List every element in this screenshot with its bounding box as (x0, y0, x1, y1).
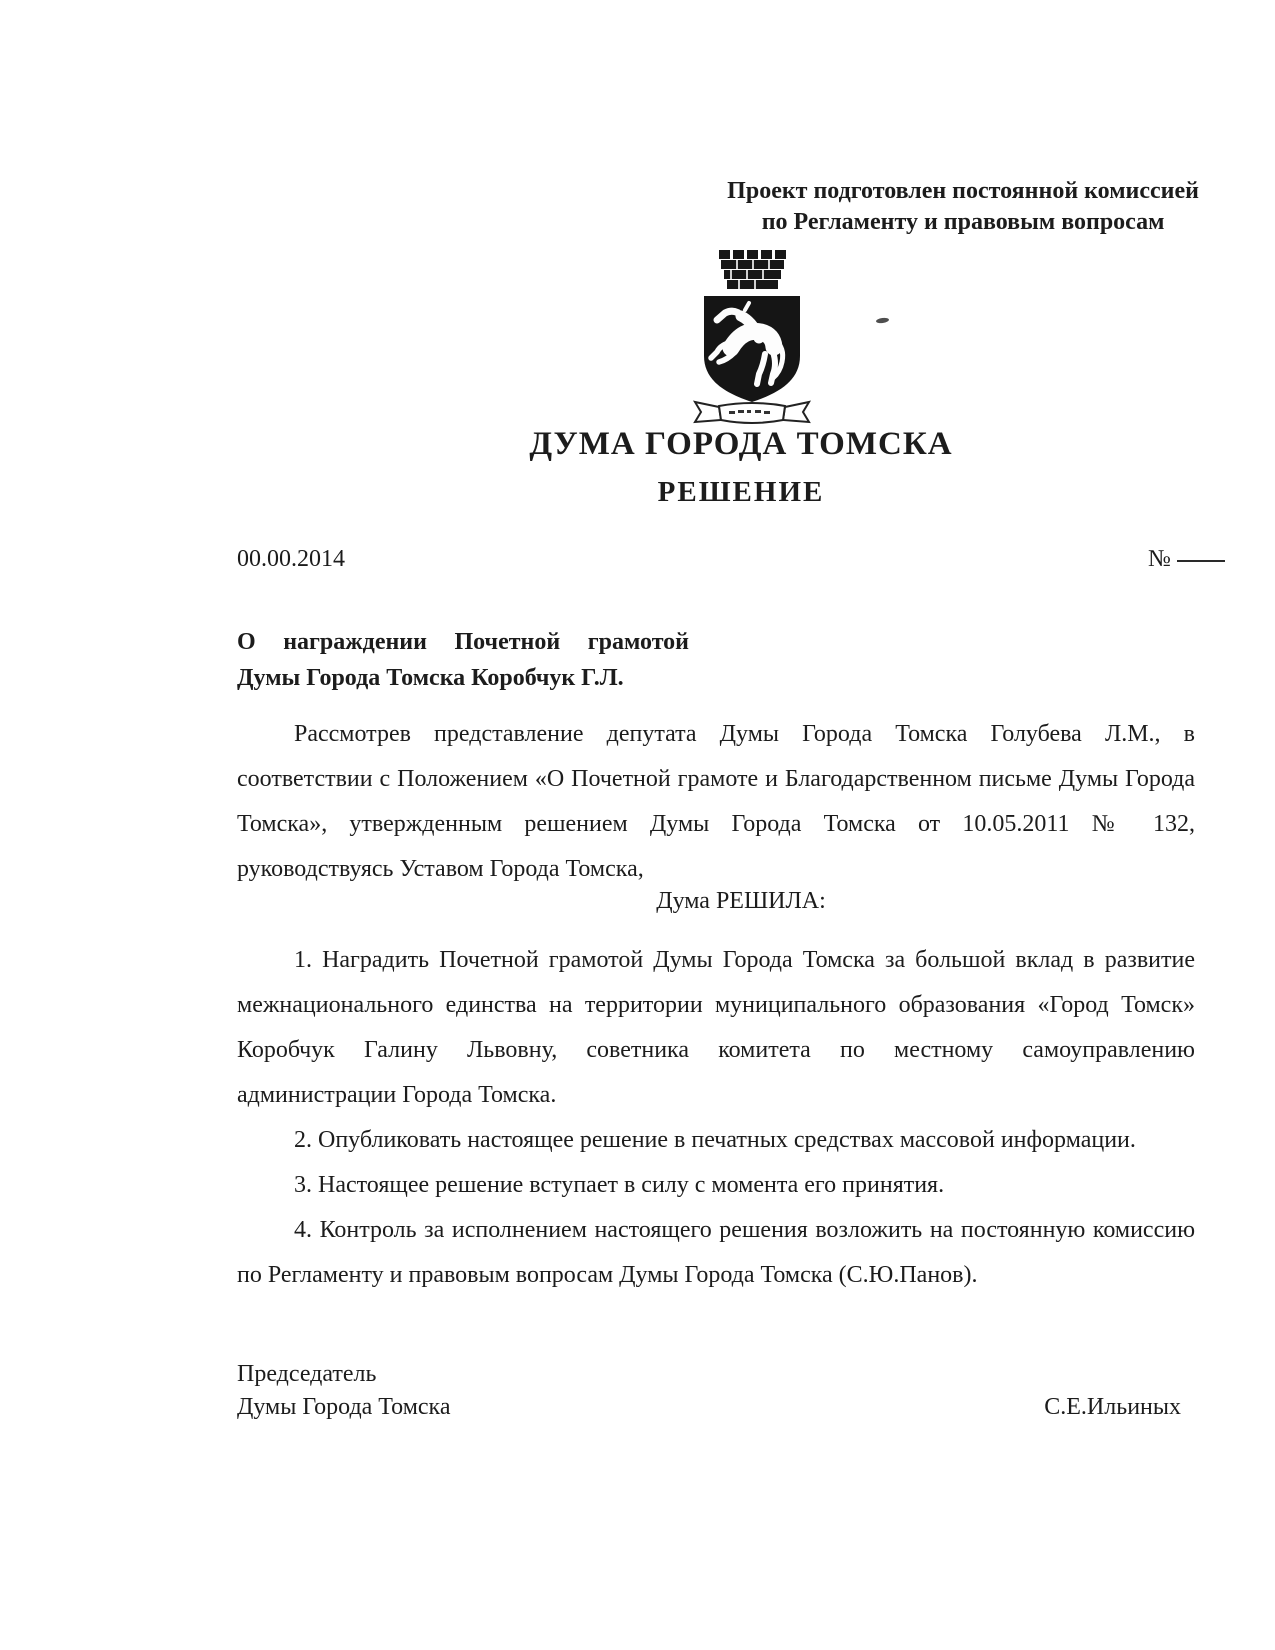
number-sign: № (1148, 546, 1171, 572)
resolution-items (237, 938, 1195, 1298)
preparation-note-line1: Проект подготовлен постоянной комиссией (727, 178, 1199, 204)
tomsk-coat-of-arms-icon (659, 250, 845, 428)
preparation-note (727, 176, 1199, 238)
doc-title-text: О награждении Почетной грамотой (237, 629, 689, 655)
doc-title-text-2: Думы Города Томска Коробчук Г.Л. (237, 665, 624, 691)
scan-artifact (876, 317, 890, 324)
doc-title (237, 624, 689, 696)
preamble-paragraph: Рассмотрев представление депутата Думы Города Томска Голубева Л.М., в соответствии с Положением «О Почетной грамоте и Благодарственном письме Думы Города Томска», утвержденным решением Думы Города Томска от 10.05.2011 № 132, руководствуясь Уставом Города Томска, (237, 721, 1195, 882)
signature-role-line1: Председатель (237, 1361, 377, 1387)
doc-number (1148, 546, 1225, 573)
preparation-note-line2: по Регламенту и правовым вопросам (761, 209, 1165, 235)
number-blank-line (1177, 558, 1225, 562)
ribbon-icon (695, 402, 809, 423)
resolution-item-1: 1. Наградить Почетной грамотой Думы Города Томска за большой вклад в развитие межнационального единства на территории муниципального образования «Город Томск» Коробчук Галину Львовну, советника комитета по местному самоуправлению администрации Города Томска. (237, 947, 1195, 1108)
doc-date: 00.00.2014 (237, 546, 345, 572)
mural-crown-icon (719, 250, 786, 289)
signature-block (237, 1358, 1189, 1424)
resolution-item-3: 3. Настоящее решение вступает в силу с момента его принятия. (294, 1172, 945, 1198)
signature-role (237, 1358, 451, 1424)
org-name: ДУМА ГОРОДА ТОМСКА (529, 426, 953, 462)
signature-role-line2: Думы Города Томска (237, 1394, 451, 1420)
doc-type-heading: РЕШЕНИЕ (657, 476, 825, 508)
resolution-heading: Дума РЕШИЛА: (656, 888, 826, 914)
signature-name: С.Е.Ильиных (1044, 1394, 1181, 1420)
date-number-row (237, 546, 1237, 586)
resolution-item-2: 2. Опубликовать настоящее решение в печатных средствах массовой информации. (294, 1127, 1136, 1153)
resolution-item-4: 4. Контроль за исполнением настоящего решения возложить на постоянную комиссию по Регламенту и правовым вопросам Думы Города Томска (С.Ю.Панов). (237, 1217, 1195, 1288)
